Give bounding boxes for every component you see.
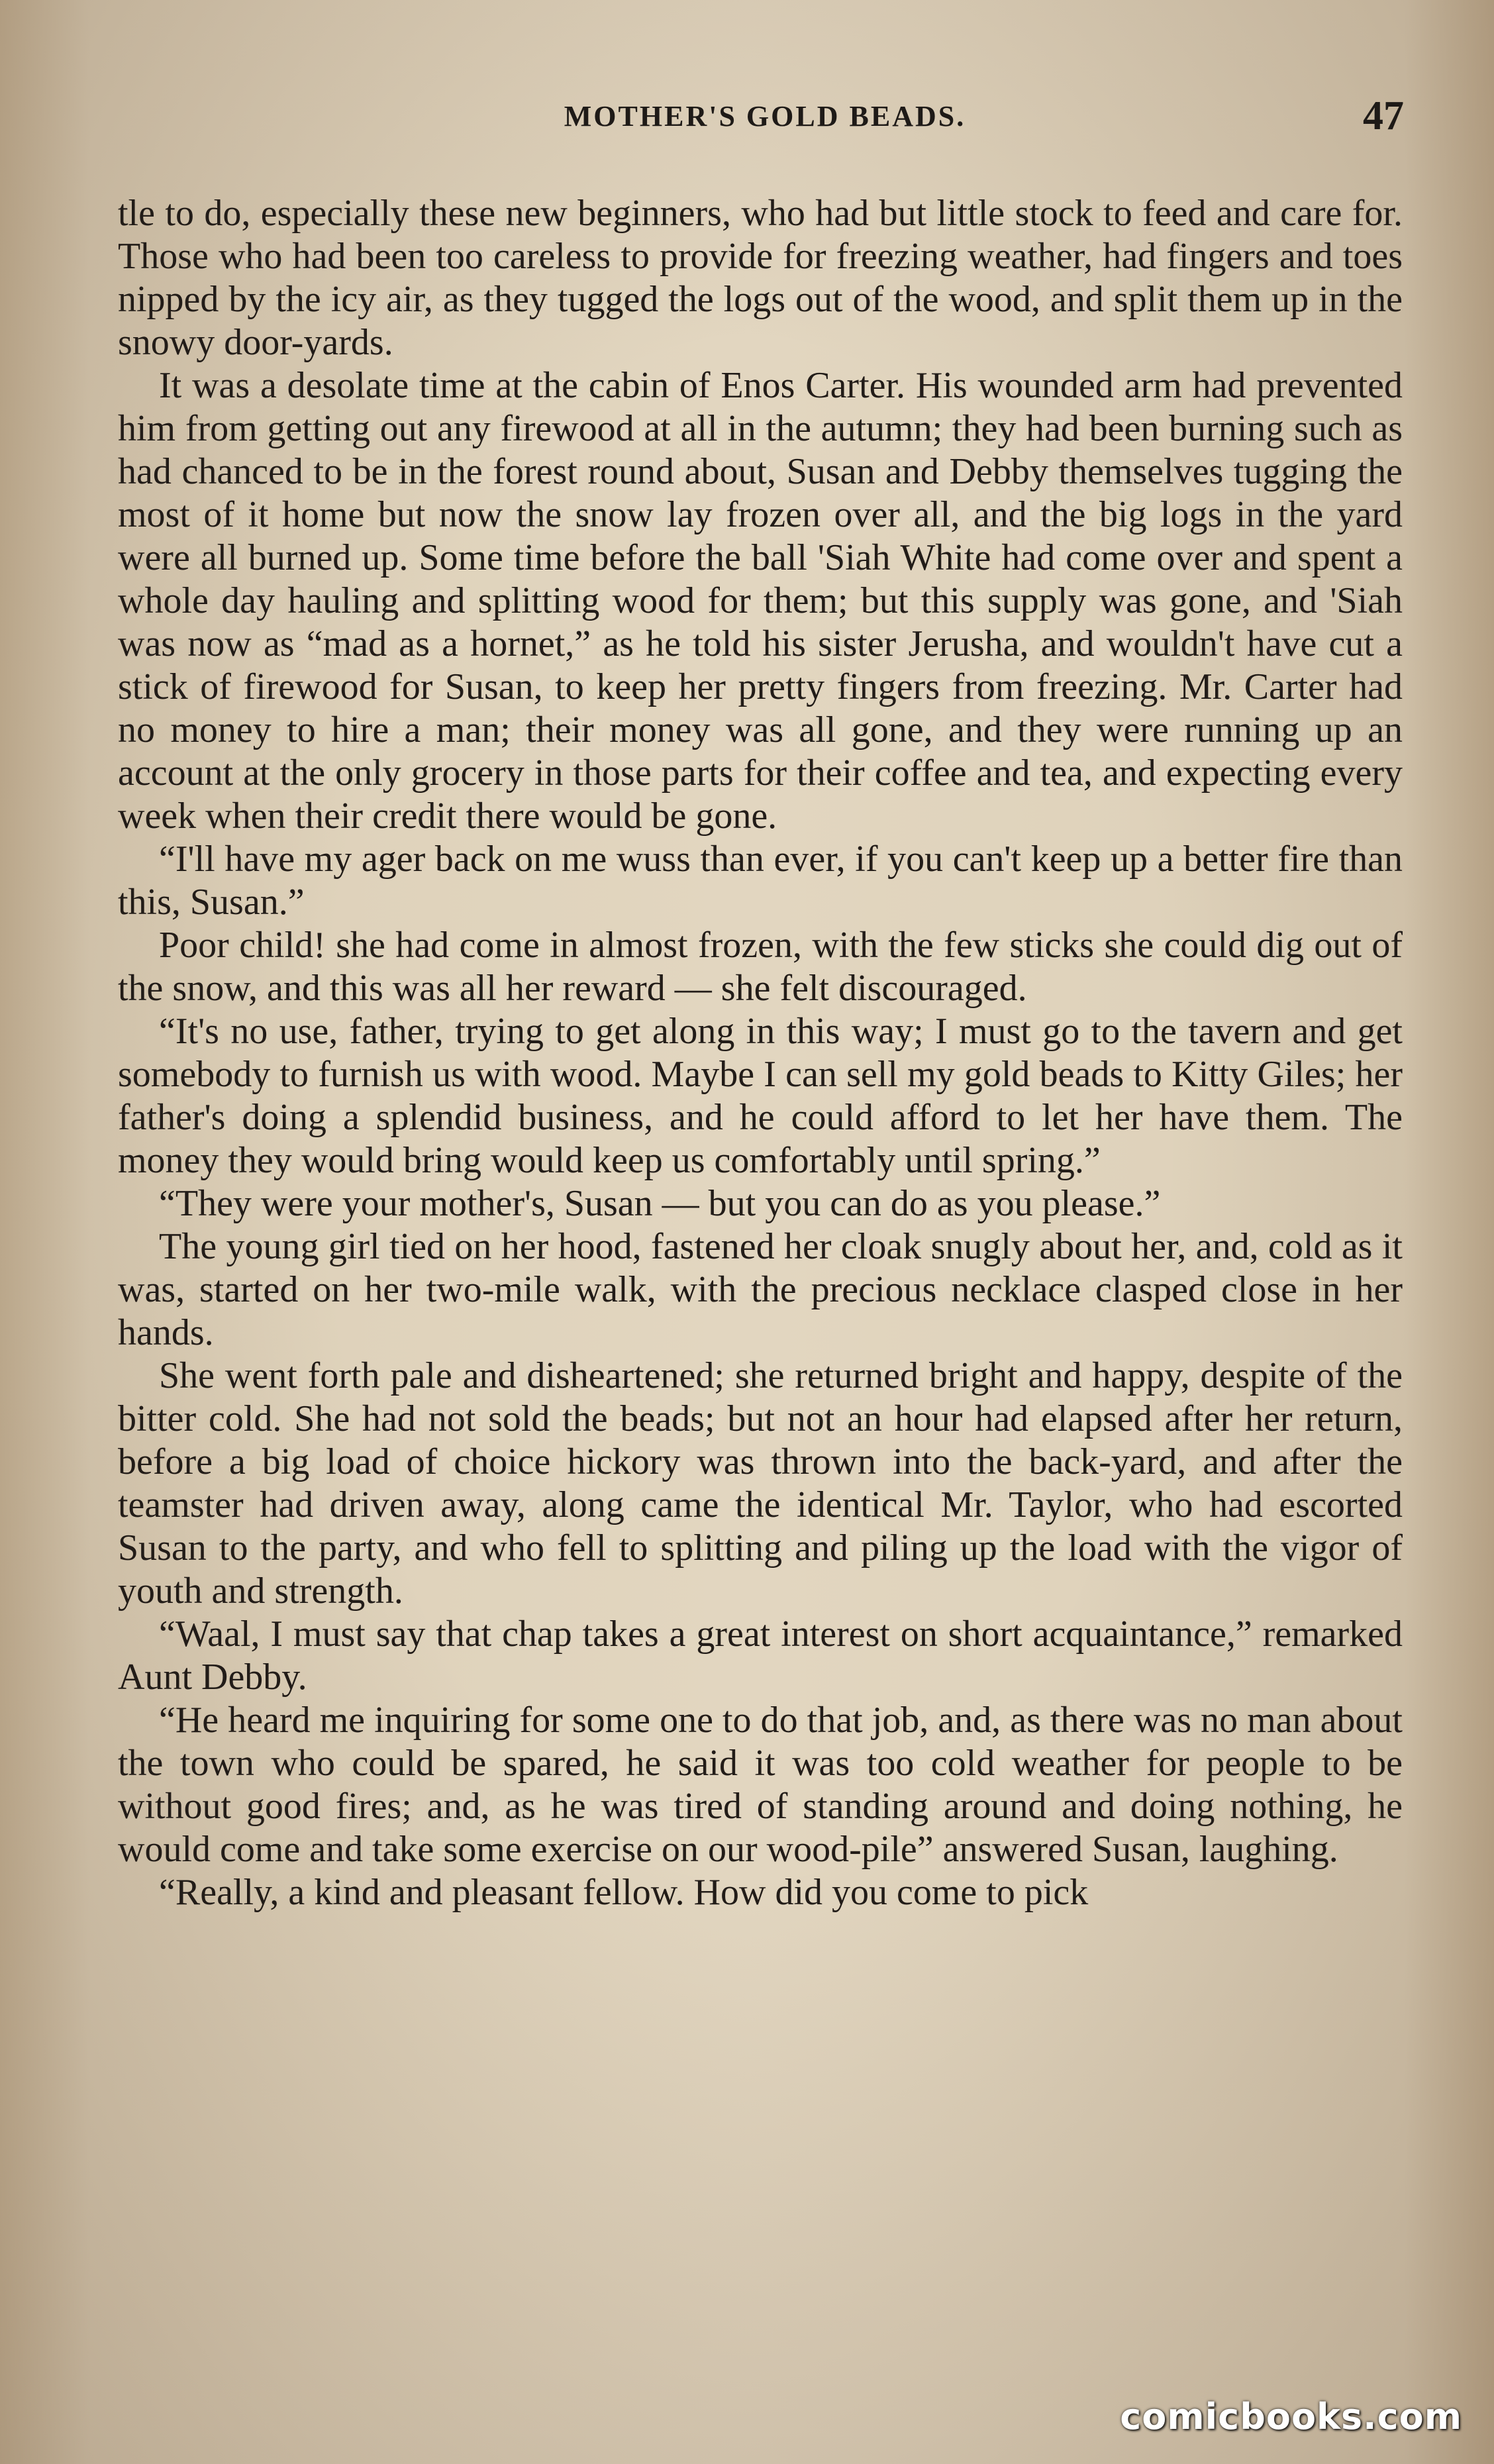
paragraph-4: Poor child! she had come in almost frozen, with the few sticks she could dig out of the snow, and this was all her reward — she felt discouraged.	[118, 925, 1403, 1009]
paragraph-10: “He heard me inquiring for some one to do that job, and, as there was no man about the town who could be spared, he said it was too cold weather for people to be without good fires; and, as he was tired of standing around and doing nothing, he would come and take some exercise on our wood-pile” answered Susan, laughing.	[118, 1700, 1403, 1870]
page-number: 47	[1363, 93, 1404, 138]
paragraph-7: The young girl tied on her hood, fastened her cloak snugly about her, and, cold as it was, started on her two-mile walk, with the precious necklace clasped close in her hands.	[118, 1226, 1403, 1353]
paragraph-8: She went forth pale and disheartened; she returned bright and happy, despite of the bitter cold. She had not sold the beads; but not an hour had elapsed after her return, before a big load of choice hickory was thrown into the back-yard, and after the teamster had driven away, along came the identical Mr. Taylor, who had escorted Susan to the party, and who fell to splitting and piling up the load with the vigor of youth and strength.	[118, 1355, 1403, 1612]
paragraph-2: It was a desolate time at the cabin of Enos Carter. His wounded arm had prevented him from getting out any firewood at all in the autumn; they had been burning such as had chanced to be in the forest round about, Susan and Debby themselves tugging the most of it home but now the snow lay frozen over all, and the big logs in the yard were all burned up. Some time before the ball 'Siah White had come over and spent a whole day hauling and splitting wood for them; but this supply was gone, and 'Siah was now as “mad as a hornet,” as he told his sister Jerusha, and wouldn't have cut a stick of firewood for Susan, to keep her pretty fingers from freezing. Mr. Carter had no money to hire a man; their money was all gone, and they were running up an account at the only grocery in those parts for their coffee and tea, and expecting every week when their credit there would be gone.	[118, 365, 1403, 837]
paragraph-6: “They were your mother's, Susan — but you can do as you please.”	[159, 1183, 1161, 1224]
paragraph-1: tle to do, especially these new beginners, who had but little stock to feed and care for. Those who had been too careless to provide for freezing weather, had fingers and toes nipped by the icy air, as they tugged the logs out of the wood, and split them up in the snowy door-yards.	[118, 193, 1403, 363]
body-text	[118, 192, 1403, 1914]
paragraph-11: “Really, a kind and pleasant fellow. How did you come to pick	[159, 1872, 1089, 1913]
page-header	[126, 93, 1404, 146]
paragraph-9: “Waal, I must say that chap takes a great interest on short acquaintance,” remarked Aunt Debby.	[118, 1614, 1403, 1698]
running-title: MOTHER'S GOLD BEADS.	[564, 100, 966, 132]
paragraph-3: “I'll have my ager back on me wuss than ever, if you can't keep up a better fire than this, Susan.”	[118, 839, 1403, 923]
paragraph-5: “It's no use, father, trying to get along in this way; I must go to the tavern and get somebody to furnish us with wood. Maybe I can sell my gold beads to Kitty Giles; her father's doing a splendid business, and he could afford to let her have them. The money they would bring would keep us comfortably until spring.”	[118, 1011, 1403, 1181]
watermark: comicbooks.com	[1120, 2396, 1462, 2438]
